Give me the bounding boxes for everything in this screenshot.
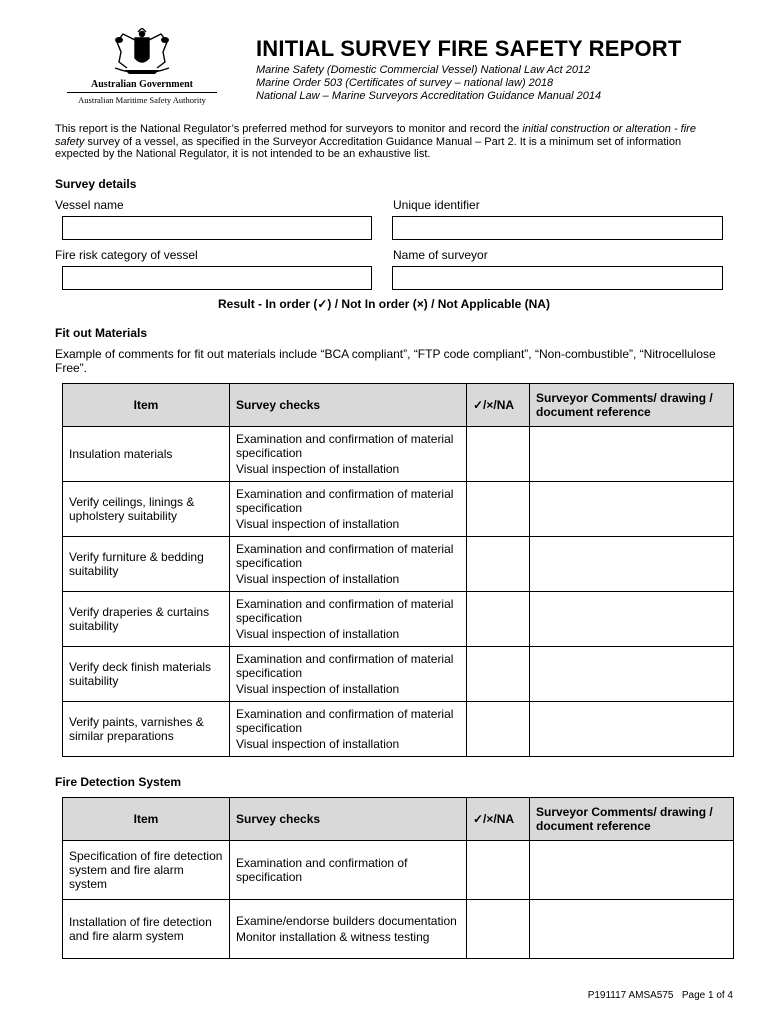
check-text: Monitor installation & witness testing (236, 930, 430, 944)
checks-cell (230, 900, 467, 959)
check-text: Visual inspection of installation (236, 627, 400, 641)
table-row (63, 841, 734, 900)
col-header-survey-checks: Survey checks (230, 798, 467, 841)
fit-out-table (62, 383, 734, 757)
item-cell: Verify ceilings, linings & upholstery suitability (63, 482, 230, 537)
checks-cell (230, 482, 467, 537)
subtitle-marine-order: Marine Order 503 (Certificates of survey – national law) 2018 (256, 77, 554, 89)
check-text: Examination and confirmation of material specification (236, 597, 454, 625)
col-header-result: ✓/×/NA (467, 384, 530, 427)
item-cell: Installation of fire detection and fire alarm system (63, 900, 230, 959)
subtitle-guidance-manual: National Law – Marine Surveyors Accreditation Guidance Manual 2014 (256, 90, 602, 102)
checks-cell (230, 537, 467, 592)
table-row (63, 900, 734, 959)
logo-divider (67, 92, 217, 93)
page-footer (588, 990, 733, 1001)
result-cell[interactable] (467, 482, 530, 537)
page-title: INITIAL SURVEY FIRE SAFETY REPORT (256, 36, 682, 61)
fit-out-heading: Fit out Materials (55, 326, 148, 340)
comments-cell[interactable] (530, 841, 734, 900)
surveyor-name-field[interactable] (392, 266, 723, 290)
result-cell[interactable] (467, 592, 530, 647)
table-row (63, 702, 734, 757)
item-cell: Insulation materials (63, 427, 230, 482)
coat-of-arms-icon (105, 28, 179, 78)
intro-emphasis: initial construction or alteration - fire safety (55, 123, 696, 148)
check-text: Visual inspection of installation (236, 572, 400, 586)
result-cell[interactable] (467, 647, 530, 702)
table-row (63, 647, 734, 702)
fit-out-example-text: Example of comments for fit out materials include “BCA compliant”, “FTP code compliant”, “Non-combustible”, “Nitrocellulose Free”. (55, 347, 716, 375)
table-header-row (63, 384, 734, 427)
item-cell: Verify paints, varnishes & similar preparations (63, 702, 230, 757)
intro-paragraph (55, 123, 720, 161)
result-legend: Result - In order (✓) / Not In order (×) / Not Applicable (NA) (218, 297, 550, 311)
check-text: Examination and confirmation of material specification (236, 432, 454, 460)
comments-cell[interactable] (530, 592, 734, 647)
check-text: Examination and confirmation of material specification (236, 707, 454, 735)
check-text: Visual inspection of installation (236, 682, 400, 696)
check-text: Examination and confirmation of material specification (236, 542, 454, 570)
result-cell[interactable] (467, 900, 530, 959)
checks-cell (230, 702, 467, 757)
check-text: Visual inspection of installation (236, 462, 400, 476)
checks-cell (230, 841, 467, 900)
government-logo (56, 28, 228, 110)
comments-cell[interactable] (530, 647, 734, 702)
item-cell: Verify deck finish materials suitability (63, 647, 230, 702)
check-text: Examination and confirmation of specification (236, 856, 408, 884)
check-text: Visual inspection of installation (236, 517, 400, 531)
table-row (63, 482, 734, 537)
vessel-name-label: Vessel name (55, 198, 124, 212)
government-name: Australian Government (91, 79, 193, 90)
check-text: Visual inspection of installation (236, 737, 400, 751)
col-header-item: Item (63, 798, 230, 841)
fire-detection-heading: Fire Detection System (55, 775, 182, 789)
table-row (63, 592, 734, 647)
result-cell[interactable] (467, 841, 530, 900)
page-number: Page 1 of 4 (681, 990, 733, 1001)
unique-identifier-field[interactable] (392, 216, 723, 240)
unique-identifier-label: Unique identifier (393, 198, 480, 212)
check-text: Examine/endorse builders documentation (236, 914, 457, 928)
col-header-comments: Surveyor Comments/ drawing / document reference (530, 384, 734, 427)
survey-details-heading: Survey details (55, 177, 137, 191)
comments-cell[interactable] (530, 427, 734, 482)
fire-detection-table (62, 797, 734, 959)
fire-risk-category-field[interactable] (62, 266, 372, 290)
comments-cell[interactable] (530, 702, 734, 757)
intro-text-2: survey of a vessel, as specified in the Surveyor Accreditation Guidance Manual – Part 2. It is a minimum set of information expected by the National Regulator, it is not intended to be an exhaustive list. (55, 135, 682, 160)
comments-cell[interactable] (530, 482, 734, 537)
document-code: P191117 AMSA575 (587, 990, 674, 1001)
vessel-name-field[interactable] (62, 216, 372, 240)
title-block (256, 36, 736, 103)
col-header-survey-checks: Survey checks (230, 384, 467, 427)
col-header-result: ✓/×/NA (467, 798, 530, 841)
check-text: Examination and confirmation of material specification (236, 652, 454, 680)
comments-cell[interactable] (530, 900, 734, 959)
item-cell: Verify draperies & curtains suitability (63, 592, 230, 647)
item-cell: Verify furniture & bedding suitability (63, 537, 230, 592)
agency-name: Australian Maritime Safety Authority (78, 95, 206, 105)
table-header-row (63, 798, 734, 841)
document-header (56, 28, 736, 118)
result-cell[interactable] (467, 702, 530, 757)
checks-cell (230, 427, 467, 482)
table-row (63, 537, 734, 592)
surveyor-name-label: Name of surveyor (393, 248, 488, 262)
checks-cell (230, 647, 467, 702)
subtitle-act: Marine Safety (Domestic Commercial Vessel) National Law Act 2012 (256, 64, 591, 76)
table-row (63, 427, 734, 482)
comments-cell[interactable] (530, 537, 734, 592)
intro-text-1: This report is the National Regulator’s preferred method for surveyors to monitor and record the (55, 123, 523, 135)
col-header-item: Item (63, 384, 230, 427)
checks-cell (230, 592, 467, 647)
check-text: Examination and confirmation of material specification (236, 487, 454, 515)
col-header-comments: Surveyor Comments/ drawing / document reference (530, 798, 734, 841)
result-cell[interactable] (467, 537, 530, 592)
item-cell: Specification of fire detection system and fire alarm system (63, 841, 230, 900)
fire-risk-category-label: Fire risk category of vessel (55, 248, 198, 262)
result-cell[interactable] (467, 427, 530, 482)
